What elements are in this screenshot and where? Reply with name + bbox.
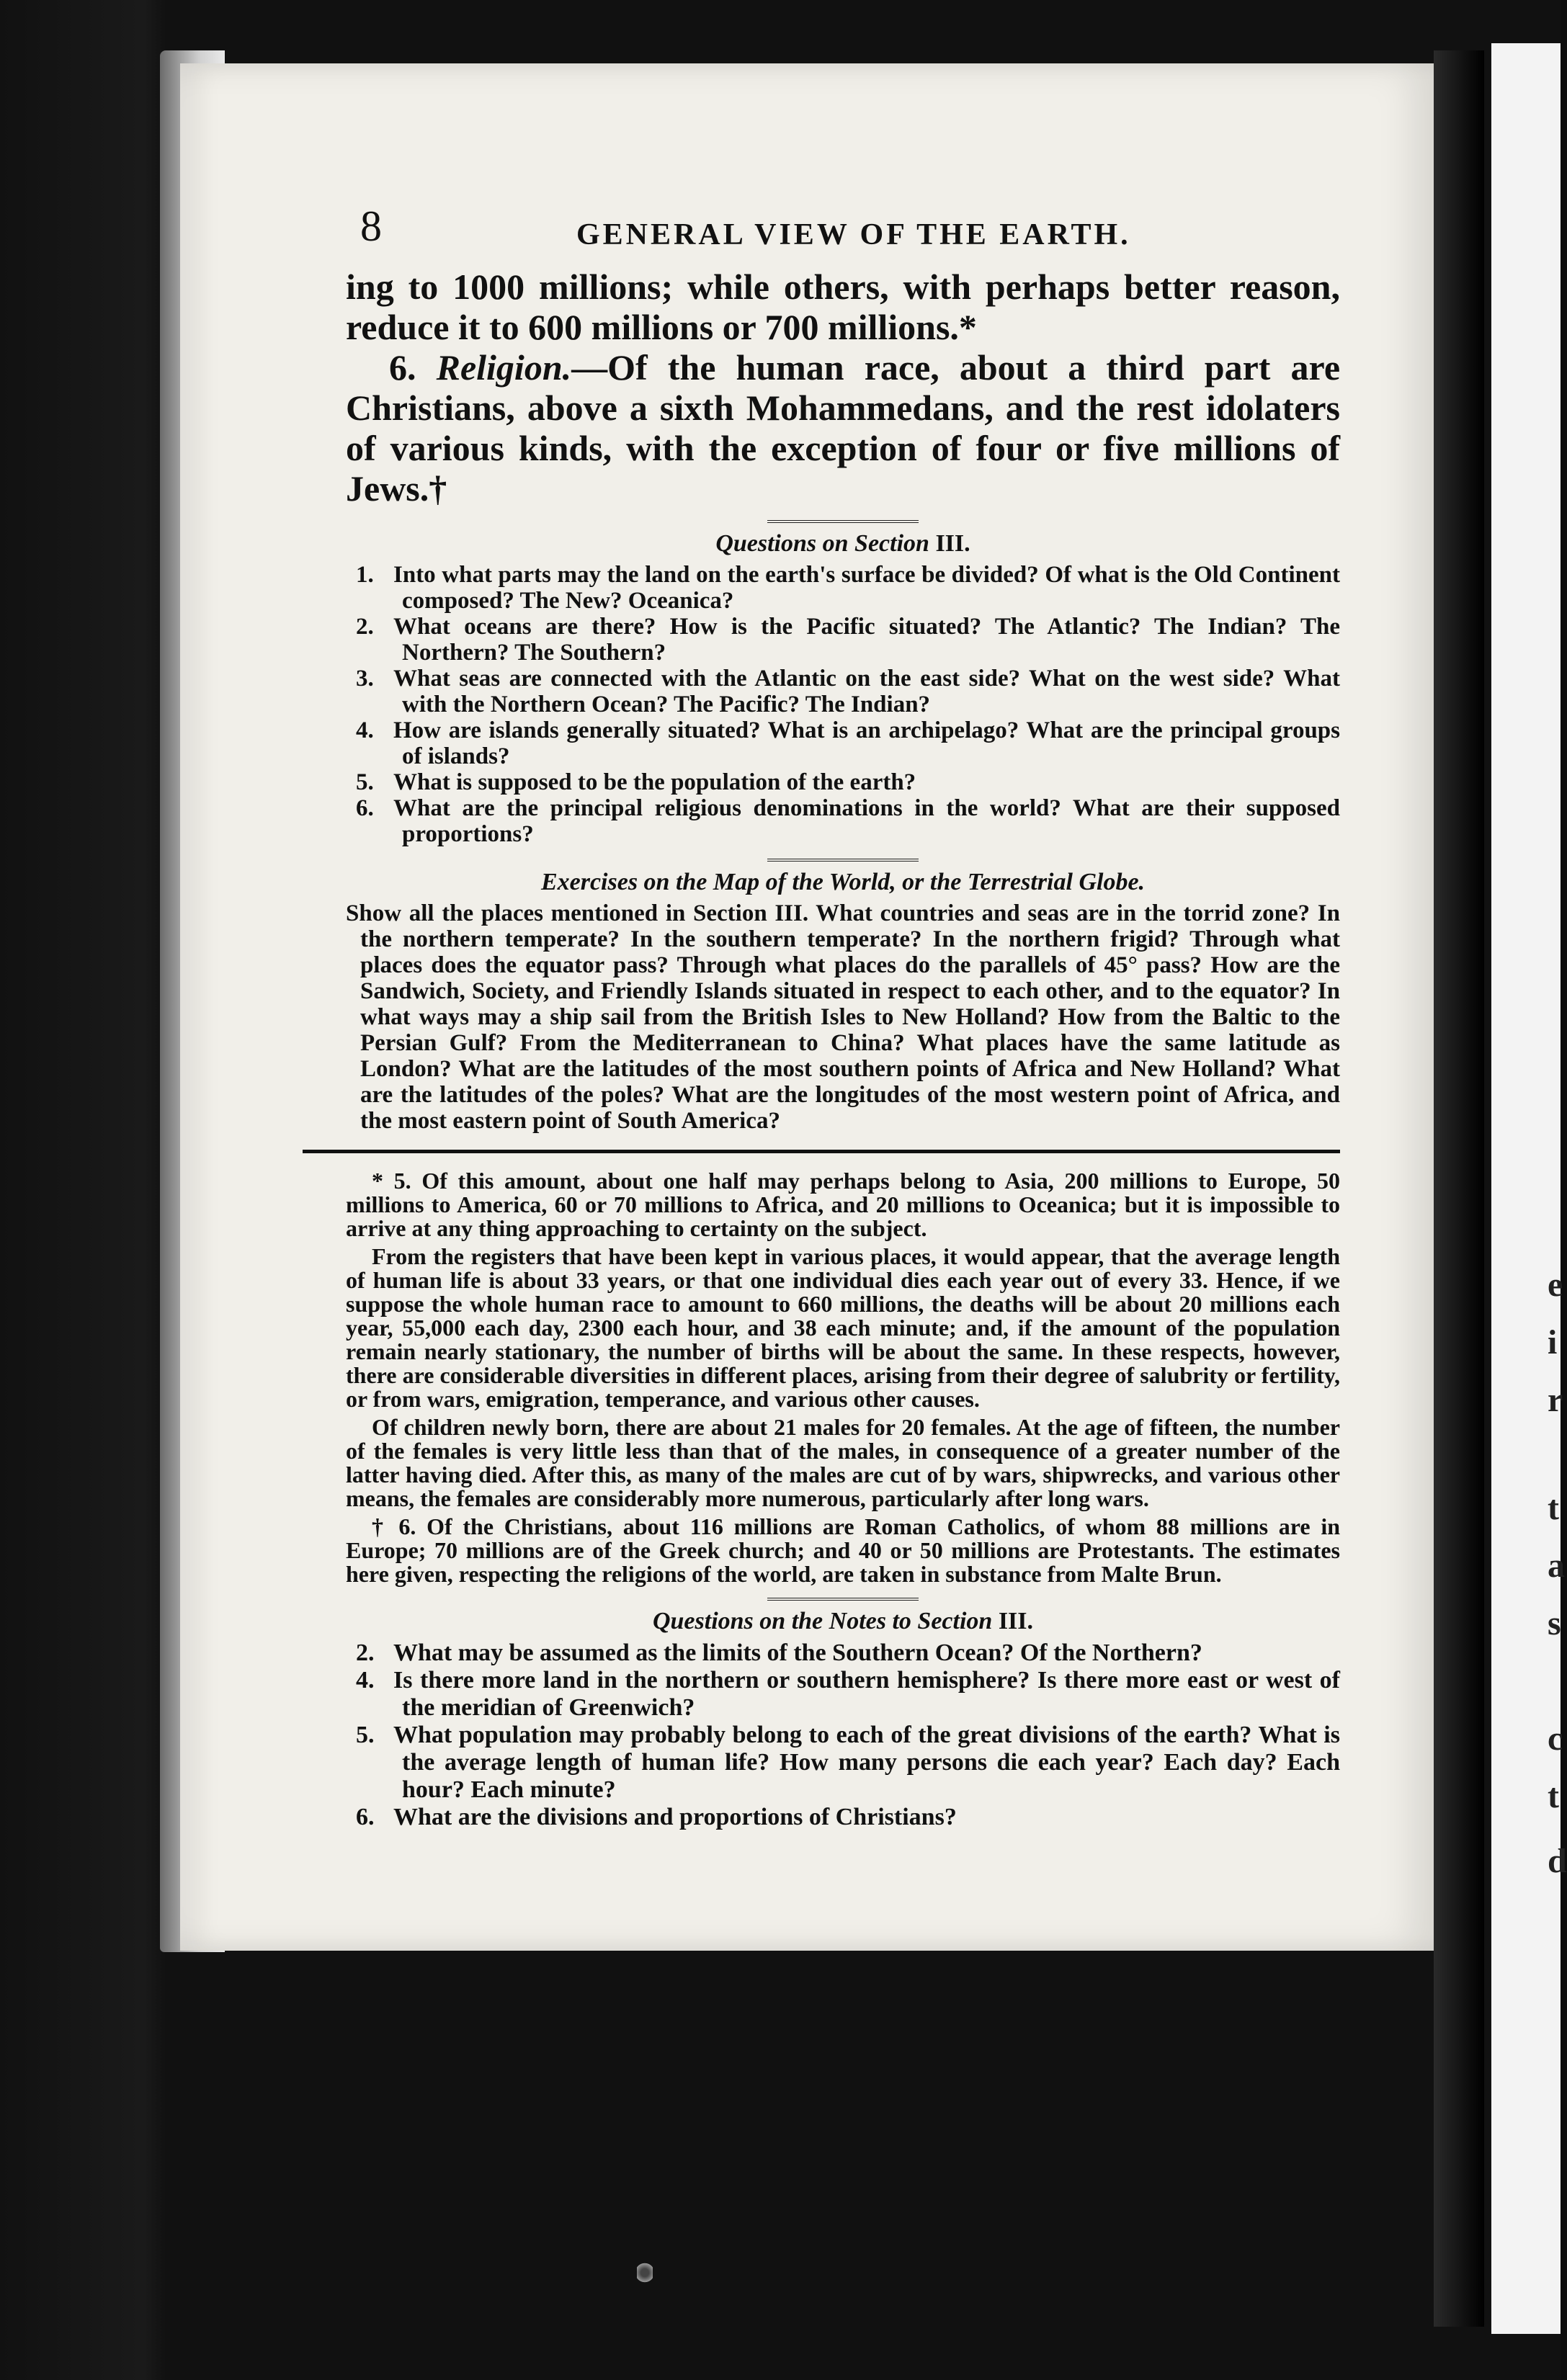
question-item	[346, 1667, 1340, 1722]
question-text: What population may probably belong to each of the great divisions of the earth? What is the average length of human life? How many persons die each year? Each day? Each hour? Each minute?	[393, 1722, 1340, 1803]
question-item	[346, 1639, 1340, 1667]
question-item	[346, 562, 1340, 614]
questions-list	[346, 562, 1340, 847]
question-item	[346, 795, 1340, 847]
question-text: What are the divisions and proportions of Christians?	[393, 1804, 957, 1830]
ornamental-rule	[767, 520, 919, 523]
question-text: What is supposed to be the population of the earth?	[393, 769, 916, 795]
notes-questions-heading-numeral: III.	[998, 1608, 1034, 1634]
question-number: 1.	[356, 562, 374, 588]
question-number: 3.	[356, 666, 374, 692]
question-item	[346, 614, 1340, 666]
notes-questions-heading-italic: Questions on the Notes to Section	[652, 1608, 993, 1634]
notes-questions-heading	[346, 1608, 1340, 1635]
question-number: 5.	[356, 1722, 375, 1748]
notes-questions-list	[346, 1639, 1340, 1831]
footnote-separator	[303, 1150, 1340, 1153]
paragraph-label: Religion.	[436, 347, 572, 388]
question-number: 4.	[356, 717, 374, 743]
question-text: How are islands generally situated? What is an archipelago? What are the principal groups of islands?	[393, 717, 1340, 769]
question-number: 2.	[356, 614, 374, 640]
running-head	[346, 202, 1340, 267]
header-title: GENERAL VIEW OF THE EARTH.	[576, 218, 1131, 251]
question-item	[346, 1722, 1340, 1804]
scan-fleck	[637, 2262, 653, 2283]
question-number: 6.	[356, 1804, 375, 1830]
questions-heading	[346, 530, 1340, 558]
question-text: Into what parts may the land on the earth's surface be divided? Of what is the Old Continent composed? The New? Oceanica?	[393, 562, 1340, 614]
adjacent-page-edge: e i r t a s c t d	[1491, 43, 1561, 2334]
question-item	[346, 1804, 1340, 1831]
paragraph-population: ing to 1000 millions; while others, with perhaps better reason, reduce it to 600 millions or 700 millions.*	[346, 267, 1340, 347]
paragraph-religion	[346, 347, 1340, 509]
question-item	[346, 666, 1340, 717]
ornamental-rule	[767, 859, 919, 862]
question-number: 5.	[356, 769, 374, 795]
ornamental-rule	[767, 1598, 919, 1601]
exercises-heading	[346, 869, 1340, 896]
footnote-life-length: From the registers that have been kept in various places, it would appear, that the average length of human life is about 33 years, or that one individual dies each year out of every 33. Hence, if we suppose the whole human race to amount to 660 millions, the deaths will be about 20 millions each year, 55,000 each day, 2300 each hour, and 38 each minute; and, if the amount of the population remain nearly stationary, the number of births will be about the same. In these respects, however, there are considerable diversities in different places, arising from their degree of salubrity or fertility, or from wars, emigration, temperance, and various other causes.	[346, 1243, 1340, 1412]
question-item	[346, 717, 1340, 769]
footnote-births: Of children newly born, there are about 21 males for 20 females. At the age of fifteen, the number of the females is very little less than that of the males, in consequence of a greater number of the latter having died. After this, as many of the males are cut of by wars, shipwrecks, and various other means, the females are considerably more numerous, particularly after long wars.	[346, 1414, 1340, 1511]
exercises-text: Show all the places mentioned in Section III. What countries and seas are in the torrid zone? In the northern temperate? In the southern temperate? In the northern frigid? Through what places does the equator pass? Through what places do the parallels of 45° pass? How are the Sandwich, Society, and Friendly Islands situated in respect to each other, and to the equator? In what ways may a ship sail from the British Isles to New Holland? How from the Baltic to the Persian Gulf? From the Mediterranean to China? What places have the same latitude as London? What are the latitudes of the most southern points of Africa and New Holland? What are the latitudes of the poles? What are the longitudes of the most western point of Africa, and the most eastern point of South America?	[346, 900, 1340, 1134]
questions-heading-numeral: III.	[935, 530, 970, 557]
exercises-heading-text: Exercises on the Map of the World, or the Terrestrial Globe.	[540, 869, 1146, 895]
question-number: 2.	[356, 1639, 375, 1666]
main-text	[346, 267, 1340, 509]
footnote-christians: † 6. Of the Christians, about 116 millions are Roman Catholics, of whom 88 millions are in Europe; 70 millions are of the Greek church; and 40 or 50 millions are Protestants. The estimates here given, respecting the religions of the world, are taken in substance from Malte Brun.	[346, 1513, 1340, 1587]
question-item	[346, 769, 1340, 795]
question-text: What may be assumed as the limits of the Southern Ocean? Of the Northern?	[393, 1639, 1202, 1666]
page-number: 8	[360, 202, 382, 250]
paragraph-body: —Of the human race, about a third part are Christians, above a sixth Mohammedans, and the rest idolaters of various kinds, with the exception of four or five millions of Jews.†	[346, 347, 1341, 509]
question-text: What are the principal religious denominations in the world? What are their supposed proportions?	[393, 795, 1340, 847]
question-text: Is there more land in the northern or southern hemisphere? Is there more east or west of the meridian of Greenwich?	[393, 1667, 1340, 1721]
question-text: What oceans are there? How is the Pacific situated? The Atlantic? The Indian? The Northern? The Southern?	[393, 614, 1340, 666]
footnotes	[346, 1169, 1340, 1586]
question-text: What seas are connected with the Atlantic on the east side? What on the west side? What with the Northern Ocean? The Pacific? The Indian?	[393, 666, 1340, 717]
questions-heading-italic: Questions on Section	[715, 530, 929, 557]
page-content	[346, 202, 1340, 1831]
question-number: 4.	[356, 1667, 375, 1694]
paragraph-number: 6.	[389, 347, 416, 388]
question-number: 6.	[356, 795, 374, 821]
footnote-population: * 5. Of this amount, about one half may perhaps belong to Asia, 200 millions to Europe, 50 millions to America, 60 or 70 millions to Africa, and 20 millions to Oceanica; but it is impossible to arrive at any thing approaching to certainty on the subject.	[346, 1168, 1340, 1241]
gutter-shadow	[1434, 50, 1484, 2327]
